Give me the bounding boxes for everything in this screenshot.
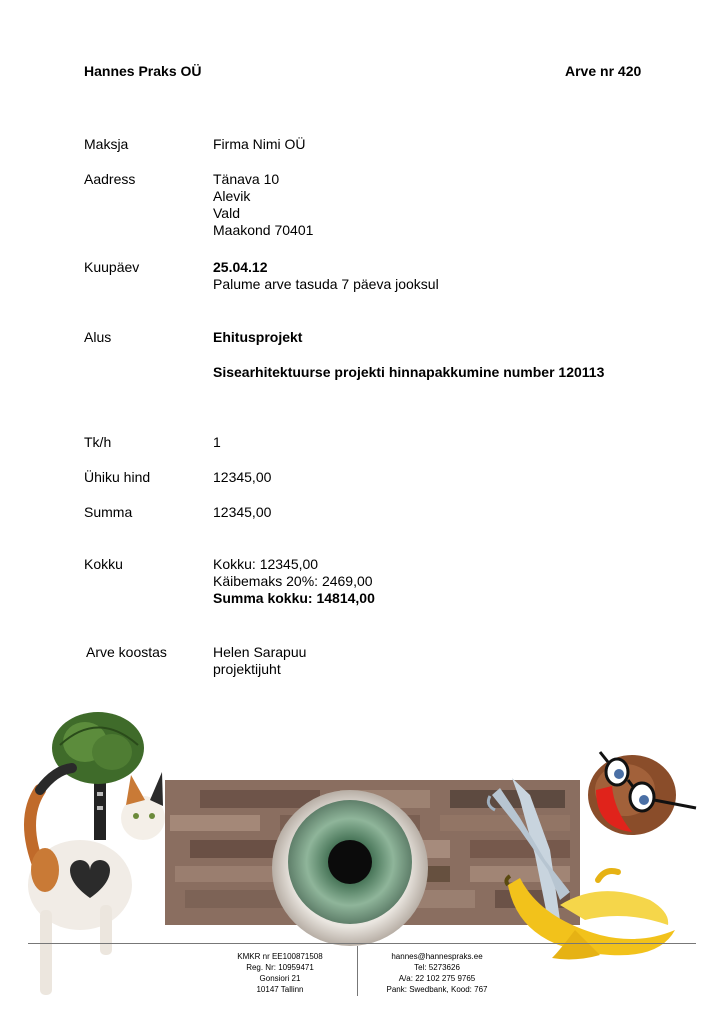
date-block bbox=[213, 259, 439, 293]
grand-total: Summa kokku: 14814,00 bbox=[213, 590, 375, 606]
footer-right bbox=[375, 951, 499, 995]
invoice-number: Arve nr 420 bbox=[565, 63, 642, 79]
basis-description: Sisearhitektuurse projekti hinnapakkumine number 120113 bbox=[213, 364, 605, 380]
sum-label: Summa bbox=[84, 504, 133, 520]
payment-note: Palume arve tasuda 7 päeva jooksul bbox=[213, 276, 439, 292]
prepared-by-label: Arve koostas bbox=[86, 644, 167, 660]
payer-value: Firma Nimi OÜ bbox=[213, 136, 306, 152]
basis-label: Alus bbox=[84, 329, 112, 345]
date-label: Kuupäev bbox=[84, 259, 140, 275]
preparer-role: projektijuht bbox=[213, 661, 281, 677]
address-line: Tänava 10 bbox=[213, 171, 280, 187]
footer-left bbox=[220, 951, 340, 995]
company-name: Hannes Praks OÜ bbox=[84, 63, 202, 79]
decorative-collage bbox=[0, 700, 724, 1024]
address-line: Alevik bbox=[213, 188, 251, 204]
basis-title: Ehitusprojekt bbox=[213, 329, 303, 345]
quantity-label: Tk/h bbox=[84, 434, 112, 450]
preparer-name: Helen Sarapuu bbox=[213, 644, 307, 660]
footer-vat-number: KMKR nr EE100871508 bbox=[237, 952, 323, 961]
address-block bbox=[213, 171, 313, 239]
address-line: Vald bbox=[213, 205, 240, 221]
footer-email: hannes@hannespraks.ee bbox=[391, 952, 483, 961]
footer-account: A/a: 22 102 275 9765 bbox=[398, 974, 476, 983]
subtotal: Kokku: 12345,00 bbox=[213, 556, 319, 572]
payer-label: Maksja bbox=[84, 136, 129, 152]
total-block bbox=[213, 556, 375, 607]
prepared-by-block bbox=[213, 644, 306, 678]
unit-price-value: 12345,00 bbox=[213, 469, 272, 485]
footer-city: 10147 Tallinn bbox=[256, 985, 304, 994]
address-line: Maakond 70401 bbox=[213, 222, 314, 238]
coconut-face-image bbox=[588, 752, 696, 835]
footer-divider bbox=[28, 943, 696, 944]
footer-street: Gonsiori 21 bbox=[259, 974, 301, 983]
footer-column-divider bbox=[357, 946, 358, 996]
date-value: 25.04.12 bbox=[213, 259, 268, 275]
address-label: Aadress bbox=[84, 171, 136, 187]
footer-phone: Tel: 5273626 bbox=[414, 963, 460, 972]
footer-bank: Pank: Swedbank, Kood: 767 bbox=[386, 985, 488, 994]
eye-image bbox=[272, 790, 428, 946]
unit-price-label: Ühiku hind bbox=[84, 469, 151, 485]
footer-reg-number: Reg. Nr: 10959471 bbox=[246, 963, 314, 972]
vat-amount: Käibemaks 20%: 2469,00 bbox=[213, 573, 373, 589]
total-label: Kokku bbox=[84, 556, 123, 572]
sum-value: 12345,00 bbox=[213, 504, 272, 520]
quantity-value: 1 bbox=[213, 434, 221, 450]
